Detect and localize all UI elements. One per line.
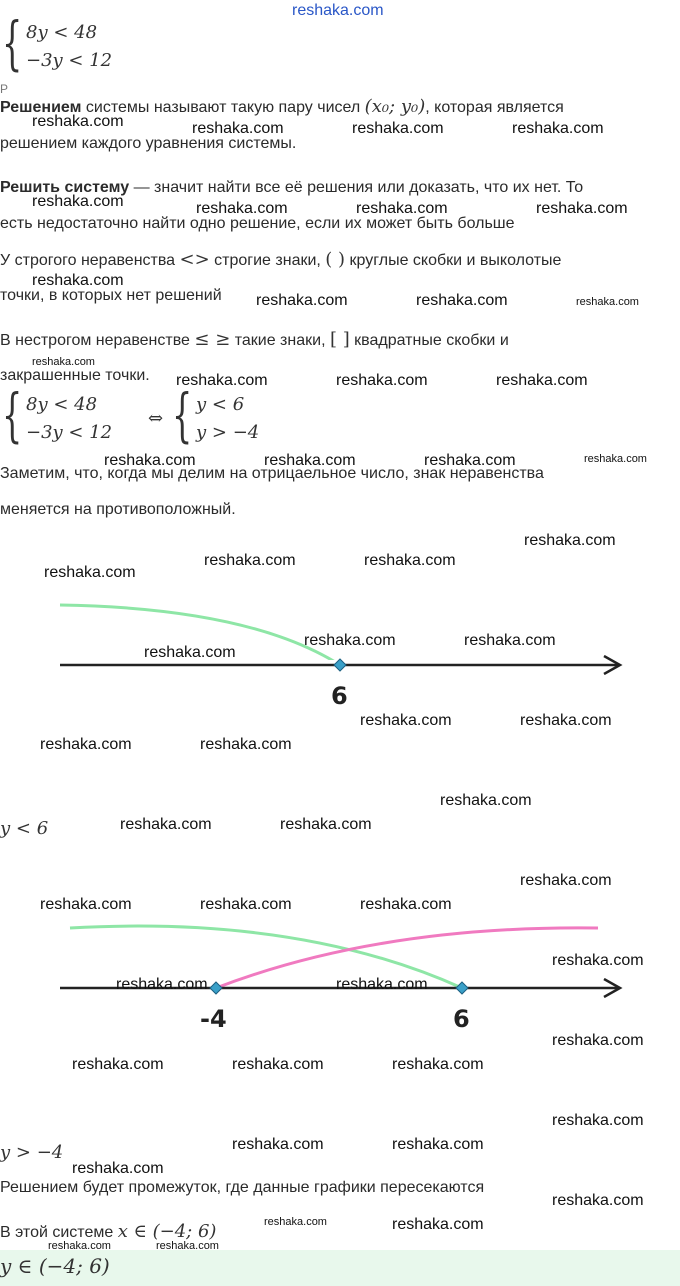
system2-right-line1: y < 6 [196, 394, 245, 415]
strict-rule-line2: точки, в которых нет решений [0, 287, 222, 304]
stray-letter: Р [0, 82, 9, 96]
open-point-6-second [456, 982, 468, 994]
system2-left-line2: −3y < 12 [26, 422, 113, 443]
result-y-gt-minus4: y > −4 [0, 1142, 64, 1163]
answer-box [0, 1250, 680, 1286]
axis-label-6-second: 6 [453, 1005, 470, 1033]
watermark: reshaka.com [232, 1136, 324, 1153]
pair-notation: (x₀; y₀) [364, 96, 426, 117]
watermark: reshaka.com [576, 296, 639, 308]
watermark: reshaka.com [48, 1240, 111, 1252]
watermark: reshaka.com [32, 193, 124, 210]
watermark: reshaka.com [72, 1056, 164, 1073]
watermark: reshaka.com [416, 292, 508, 309]
conclusion-text: Решением будет промежуток, где данные графики пересекаются [0, 1179, 485, 1196]
final-text: В этой системе [0, 1224, 118, 1241]
axis-label-minus4: -4 [200, 1005, 227, 1033]
watermark: reshaka.com [424, 452, 516, 469]
watermark: reshaka.com [44, 564, 136, 581]
number-line-y-lt-6 [0, 600, 680, 660]
strict-text-c: круглые скобки и выколотые [345, 252, 562, 269]
open-point-minus4 [210, 982, 222, 994]
watermark: reshaka.com [552, 1032, 644, 1049]
watermark: reshaka.com [496, 372, 588, 389]
watermark: reshaka.com [584, 453, 647, 465]
watermark: reshaka.com [280, 816, 372, 833]
watermark: reshaka.com [392, 1056, 484, 1073]
axis-label-6: 6 [331, 682, 348, 710]
watermark: reshaka.com [72, 1160, 164, 1177]
sign-flip-note: Заметим, что, когда мы делим на отрицаельное число, знак неравенства [0, 465, 544, 482]
watermark: reshaka.com [32, 113, 124, 130]
definition-solution-text-2: , которая является [425, 99, 564, 116]
nonstrict-text-a: В нестрогом неравенстве [0, 332, 195, 349]
watermark: reshaka.com [256, 292, 348, 309]
definition-solve-term: Решить систему [0, 179, 130, 196]
definition-solution-text: системы называют такую пару чисел [81, 99, 365, 116]
strict-text-b: строгие знаки, [209, 252, 326, 269]
watermark: reshaka.com [204, 552, 296, 569]
watermark: reshaka.com [176, 372, 268, 389]
system1-line2: −3y < 12 [26, 50, 113, 71]
watermark: reshaka.com [144, 644, 236, 661]
watermark: reshaka.com [40, 896, 132, 913]
nonstrict-rule-line2: закрашенные точки. [0, 367, 150, 384]
watermark: reshaka.com [40, 736, 132, 753]
watermark: reshaka.com [200, 736, 292, 753]
watermark: reshaka.com [360, 712, 452, 729]
watermark: reshaka.com [520, 712, 612, 729]
watermark: reshaka.com [520, 872, 612, 889]
watermark: reshaka.com [116, 976, 208, 993]
strict-text-a: У строгого неравенства [0, 252, 180, 269]
watermark: reshaka.com [360, 896, 452, 913]
watermark: reshaka.com [392, 1136, 484, 1153]
watermark: reshaka.com [356, 200, 448, 217]
watermark: reshaka.com [392, 1216, 484, 1233]
definition-solution-term: Решением [0, 99, 82, 116]
watermark: reshaka.com [264, 452, 356, 469]
watermark: reshaka.com [552, 952, 644, 969]
answer-y-interval: y ∈ (−4; 6) [0, 1254, 110, 1278]
watermark: reshaka.com [352, 120, 444, 137]
nonstrict-symbols: ≤ ≥ [194, 329, 231, 350]
watermark: reshaka.com [552, 1192, 644, 1209]
system2-right-line2: y > −4 [196, 422, 260, 443]
watermark: reshaka.com [552, 1112, 644, 1129]
watermark: reshaka.com [524, 532, 616, 549]
nonstrict-text-c: квадратные скобки и [349, 332, 509, 349]
system2-right-brace: { [172, 381, 193, 449]
watermark: reshaka.com [364, 552, 456, 569]
number-axis-1 [0, 655, 680, 675]
strict-parentheses: ( ) [325, 249, 346, 270]
site-header-link[interactable]: reshaka.com [292, 2, 384, 19]
watermark: reshaka.com [200, 896, 292, 913]
system-brace: { [2, 9, 23, 77]
definition-solve-line2: есть недостаточно найти одно решение, если их может быть больше [0, 215, 515, 232]
watermark: reshaka.com [264, 1216, 327, 1228]
definition-solve-text: — значит найти все её решения или доказать, что их нет. То [129, 179, 584, 196]
watermark: reshaka.com [156, 1240, 219, 1252]
watermark: reshaka.com [536, 200, 628, 217]
nonstrict-text-b: такие знаки, [230, 332, 330, 349]
watermark: reshaka.com [32, 272, 124, 289]
watermark: reshaka.com [336, 372, 428, 389]
strict-symbols: <> [179, 249, 210, 270]
open-point-6 [334, 659, 346, 671]
system2-left-line1: 8y < 48 [26, 394, 98, 415]
watermark: reshaka.com [304, 632, 396, 649]
watermark: reshaka.com [120, 816, 212, 833]
nonstrict-inequality-rule [0, 320, 509, 361]
equivalence-sign: ⇔ [148, 408, 164, 429]
result-y-lt-6: y < 6 [0, 818, 49, 839]
watermark: reshaka.com [196, 200, 288, 217]
definition-solution-line2: решением каждого уравнения системы. [0, 135, 297, 152]
watermark: reshaka.com [32, 356, 95, 368]
watermark: reshaka.com [512, 120, 604, 137]
nonstrict-brackets: [ ] [329, 329, 350, 350]
x-interval: x ∈ (−4; 6) [117, 1221, 217, 1242]
watermark: reshaka.com [440, 792, 532, 809]
sign-flip-note-line2: меняется на противоположный. [0, 501, 236, 518]
watermark: reshaka.com [232, 1056, 324, 1073]
system1-line1: 8y < 48 [26, 22, 98, 43]
watermark: reshaka.com [464, 632, 556, 649]
watermark: reshaka.com [336, 976, 428, 993]
system2-left-brace: { [2, 381, 23, 449]
watermark: reshaka.com [104, 452, 196, 469]
watermark: reshaka.com [192, 120, 284, 137]
